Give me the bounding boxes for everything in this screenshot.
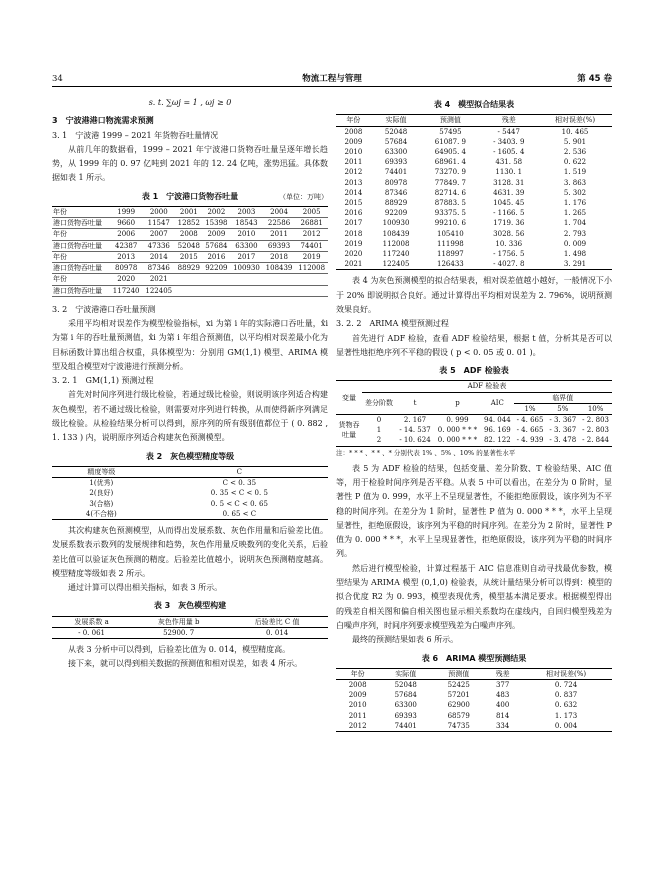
col-header: 5% <box>546 403 579 414</box>
volume-label: 第 45 卷 <box>577 74 612 84</box>
table-cell: 2014 <box>344 188 363 197</box>
table-cell <box>263 285 296 296</box>
table-cell: 112008 <box>295 263 328 274</box>
table-cell: 112008 <box>382 239 410 248</box>
constraint-formula: s. t. ∑ωj = 1 , ωj ≥ 0 <box>148 98 232 107</box>
table-cell: 2010 <box>344 147 363 156</box>
table-cell <box>203 285 231 296</box>
table-cell: 77849. 7 <box>434 178 466 187</box>
table-cell <box>295 274 328 285</box>
col-header: 变量 <box>336 381 362 415</box>
table-row <box>52 499 328 509</box>
table-row <box>336 218 612 228</box>
table-cell: 99210. 6 <box>434 219 466 228</box>
table-cell: 47336 <box>142 240 175 251</box>
table-cell: 100930 <box>230 263 263 274</box>
table-cell: 2013 <box>110 251 143 262</box>
table-cell: 2020 <box>110 274 143 285</box>
table-cell: 2. 167 <box>403 416 427 425</box>
table-cell: 122405 <box>142 285 175 296</box>
table-6 <box>336 668 612 732</box>
table-row <box>336 249 612 259</box>
table-cell: 3(合格) <box>89 499 114 508</box>
table-row <box>336 680 612 691</box>
table-cell: 74401 <box>394 721 417 730</box>
table-cell: 69393 <box>263 240 296 251</box>
table-cell: 2015 <box>175 251 203 262</box>
table-cell: 1. 704 <box>563 219 587 228</box>
table-cell: 2017 <box>344 219 363 228</box>
table-cell: 2018 <box>263 251 296 262</box>
table-row <box>336 425 612 435</box>
section-heading-3: 3 宁波港港口物流需求预测 <box>52 116 154 126</box>
paragraph: 最终的预测结果如表 6 所示。 <box>352 635 459 645</box>
subsection-heading-3-2: 3. 2 宁波港港口吞吐量预测 <box>52 304 156 314</box>
col-header: 差分阶数 <box>362 392 396 414</box>
table-cell: 11547 <box>142 218 175 229</box>
table-cell: 0. 004 <box>554 721 578 730</box>
table-cell: 3028. 56 <box>493 229 525 238</box>
table-cell: 2(良好) <box>89 489 114 498</box>
running-header <box>52 70 612 84</box>
table-2 <box>52 466 328 520</box>
paragraph: 表 4 为灰色预测模型的拟合结果表，相对误差值越小越好，一般情况下小于 20% 即说明拟合良好。通过计算得出平均相对误差为 2. 796%，说明预测效果良好。 <box>336 276 612 314</box>
table-cell: 483 <box>495 691 510 700</box>
table-cell: 5. 901 <box>563 137 587 146</box>
table-cell: 港口货物吞吐量 <box>52 285 110 296</box>
table-cell: 0. 014 <box>265 628 289 637</box>
table-cell: 42387 <box>110 240 143 251</box>
table-cell: - 4. 665 <box>516 416 544 425</box>
table-cell: 1 <box>376 426 382 435</box>
table-cell <box>295 285 328 296</box>
col-header: 临界值 <box>514 392 612 403</box>
paragraph: 接下来，就可以得到相关数据的预测值和相对误差，如表 4 所示。 <box>68 659 303 669</box>
table-row <box>336 239 612 249</box>
table-cell: 2012 <box>295 229 328 240</box>
table-cell: 4631. 39 <box>493 188 525 197</box>
table-row <box>336 137 612 147</box>
table-cell: 2000 <box>142 207 175 218</box>
left-column <box>52 94 328 672</box>
table-cell: 2012 <box>348 721 367 730</box>
table-3-caption: 表 3 灰色模型构建 <box>153 601 227 611</box>
table-cell <box>230 285 263 296</box>
table-cell: 96. 169 <box>483 426 511 435</box>
table-cell: - 3. 478 <box>549 436 577 445</box>
table-cell <box>175 285 203 296</box>
table-cell: 111998 <box>437 239 464 248</box>
table-cell: - 1166. 5 <box>493 209 525 218</box>
table-5-note: 注：* * * 、* * 、* 分别代表 1% 、5% 、10% 的显著性水平 <box>336 448 516 457</box>
table-cell: 3128. 31 <box>493 178 525 187</box>
table-row <box>336 690 612 700</box>
table-cell: 63300 <box>394 701 417 710</box>
table-row <box>336 178 612 188</box>
table-cell: 货物吞吐量 <box>338 421 360 440</box>
table-cell: 港口货物吞吐量 <box>52 263 110 274</box>
table-cell: 1130. 1 <box>495 168 523 177</box>
table-cell: 2004 <box>263 207 296 218</box>
paragraph: 从表 3 分析中可以得到，后验差比值为 0. 014，模型精度高。 <box>68 645 291 655</box>
table-cell: 61087. 9 <box>434 137 466 146</box>
table-cell: 2013 <box>344 178 363 187</box>
table-row <box>336 229 612 239</box>
table-5 <box>336 380 612 446</box>
table-row <box>336 198 612 208</box>
table-cell: 0 <box>376 416 382 425</box>
table-cell: 1719. 36 <box>493 219 525 228</box>
table-cell: C < 0. 35 <box>222 479 257 488</box>
table-cell: 69393 <box>394 711 417 720</box>
col-header: 1% <box>514 403 547 414</box>
table-cell: 3. 863 <box>563 178 587 187</box>
table-cell: 57684 <box>394 691 417 700</box>
table-row <box>336 721 612 732</box>
paragraph: 首先进行 ADF 检验，查看 ADF 检验结果，根据 t 值，分析其是否可以显著性地拒绝序列不平稳的假设 ( p < 0. 05 或 0. 01 )。 <box>336 333 612 357</box>
table-3 <box>52 616 328 639</box>
table-cell: - 2. 803 <box>582 426 610 435</box>
table-cell: 117240 <box>382 249 410 258</box>
table-cell: 118997 <box>437 249 464 258</box>
table-cell: 1. 176 <box>563 198 587 207</box>
table-cell: 2019 <box>344 239 363 248</box>
table-cell: 港口货物吞吐量 <box>52 218 110 229</box>
table-cell: 2008 <box>348 681 367 689</box>
table-cell: 52900. 7 <box>163 628 195 637</box>
table-cell: 1999 <box>110 207 143 218</box>
table-5-caption: 表 5 ADF 检验表 <box>439 366 509 376</box>
table-cell: 52048 <box>394 681 417 689</box>
table-cell: 117240 <box>110 285 143 296</box>
table-cell: 57495 <box>439 127 462 136</box>
table-cell: 0. 632 <box>554 701 578 710</box>
paragraph: 通过计算可以得出相关指标，如表 3 所示。 <box>68 583 223 593</box>
table-cell: 2010 <box>230 229 263 240</box>
table-1 <box>52 206 328 297</box>
table-cell: 2011 <box>263 229 296 240</box>
table-row <box>52 251 328 262</box>
table-cell: 82. 122 <box>483 436 511 445</box>
table-cell: 2015 <box>344 198 363 207</box>
col-header: 发展系数 a <box>52 616 131 627</box>
table-row <box>52 285 328 296</box>
table-cell: 2018 <box>344 229 363 238</box>
table-cell: 2009 <box>348 691 367 700</box>
table-cell: 18543 <box>230 218 263 229</box>
table-cell: 69393 <box>384 158 408 167</box>
table-row <box>336 126 612 137</box>
col-header: 相对误差(%) <box>520 668 612 679</box>
table-1-unit: （单位：万吨） <box>279 192 328 201</box>
table-cell: 63300 <box>230 240 263 251</box>
col-header: 10% <box>579 403 612 414</box>
table-2-caption: 表 2 灰色模型精度等级 <box>145 451 235 461</box>
table-cell: 2021 <box>344 260 363 269</box>
table-cell: - 1756. 5 <box>493 249 525 258</box>
col-header: AIC <box>481 392 514 414</box>
table-cell: 126433 <box>437 260 464 269</box>
table-cell: - 2. 803 <box>582 416 610 425</box>
table-cell: 26881 <box>295 218 328 229</box>
table-cell: 年份 <box>52 274 110 285</box>
table-cell: 4(不合格) <box>85 509 117 518</box>
table-cell: 12852 <box>175 218 203 229</box>
table-cell: 2009 <box>344 137 363 146</box>
col-header: ADF 检验表 <box>362 381 612 392</box>
col-header: 后验差比 C 值 <box>226 616 328 627</box>
table-4 <box>336 114 612 270</box>
table-cell: - 4. 939 <box>516 436 544 445</box>
table-cell: 9660 <box>110 218 143 229</box>
table-row <box>336 147 612 157</box>
table-cell: 88929 <box>175 263 203 274</box>
table-row <box>336 208 612 218</box>
table-cell: 2002 <box>203 207 231 218</box>
col-header: p <box>434 392 481 414</box>
table-cell: 93375. 5 <box>434 209 466 218</box>
table-row <box>336 700 612 710</box>
table-cell: 10. 465 <box>561 127 589 136</box>
table-cell: 92209 <box>384 209 408 218</box>
table-cell: 105410 <box>437 229 464 238</box>
subsection-heading-3-2-2: 3. 2. 2 ARIMA 模型预测过程 <box>336 319 449 329</box>
table-cell: 108439 <box>382 229 410 238</box>
table-cell: - 5447 <box>497 127 520 136</box>
table-cell: 68961. 4 <box>434 158 466 167</box>
col-header: 残差 <box>480 115 538 126</box>
table-cell: 377 <box>495 681 510 689</box>
table-row <box>336 259 612 270</box>
table-cell: 0. 009 <box>563 239 587 248</box>
table-cell: 0. 000 * * * <box>437 426 478 435</box>
table-cell: 2. 536 <box>563 147 587 156</box>
table-cell: 港口货物吞吐量 <box>52 240 110 251</box>
table-cell: 52048 <box>175 240 203 251</box>
table-cell <box>230 274 263 285</box>
table-cell: 334 <box>495 721 510 730</box>
table-cell: - 10. 624 <box>399 436 431 445</box>
table-cell: 1045. 45 <box>493 198 525 207</box>
table-cell: 2009 <box>203 229 231 240</box>
table-cell: 80978 <box>384 178 408 187</box>
table-cell: 2020 <box>344 249 363 258</box>
table-cell: - 14. 537 <box>399 426 431 435</box>
table-cell: - 3403. 9 <box>493 137 525 146</box>
header-rule <box>52 86 612 87</box>
table-cell: 100930 <box>382 219 410 228</box>
table-cell: 0. 837 <box>554 691 578 700</box>
col-header: 相对误差(%) <box>538 115 612 126</box>
table-cell: 814 <box>495 711 510 720</box>
table-cell: 年份 <box>52 207 110 218</box>
col-header: 精度等级 <box>52 466 151 477</box>
paragraph: 从前几年的数据看，1999 – 2021 年宁波港口货物吞吐量呈逐年增长趋势，从 1999 年的 0. 97 亿吨到 2021 年的 12. 24 亿吨，涨势迅猛。具体数据如表 1 所示。 <box>52 144 328 183</box>
table-cell: 80978 <box>110 263 143 274</box>
col-header: 实际值 <box>371 115 421 126</box>
table-row <box>52 627 328 638</box>
table-cell: 1(优秀) <box>89 479 114 488</box>
table-cell: 2016 <box>344 209 363 218</box>
table-row <box>52 478 328 489</box>
table-cell: 0. 622 <box>563 158 587 167</box>
table-cell: 68579 <box>447 711 470 720</box>
table-row <box>52 207 328 218</box>
table-cell: 2010 <box>348 701 367 710</box>
table-row <box>52 218 328 229</box>
table-cell <box>263 274 296 285</box>
table-cell: 0. 000 * * * <box>437 436 478 445</box>
table-cell: 74401 <box>295 240 328 251</box>
table-cell: 87883. 5 <box>434 198 466 207</box>
table-row <box>52 229 328 240</box>
page-number: 34 <box>52 74 63 84</box>
table-cell: - 4027. 8 <box>493 260 525 269</box>
right-column <box>336 98 612 732</box>
table-cell: 0. 35 < C < 0. 5 <box>210 489 268 498</box>
table-row <box>52 509 328 520</box>
table-cell: 82714. 6 <box>434 188 466 197</box>
table-cell: 2005 <box>295 207 328 218</box>
table-cell: 0. 999 <box>446 416 469 425</box>
table-4-caption: 表 4 模型拟合结果表 <box>433 100 515 109</box>
col-header: 年份 <box>336 115 371 126</box>
table-cell: 52425 <box>447 681 470 689</box>
table-row <box>52 263 328 274</box>
col-header: 预测值 <box>432 668 485 679</box>
col-header: 残差 <box>485 668 520 679</box>
table-cell: 2. 793 <box>563 229 587 238</box>
table-cell: 64905. 4 <box>434 147 466 156</box>
table-cell: - 3. 367 <box>549 426 577 435</box>
table-cell: 431. 58 <box>495 158 523 167</box>
table-cell: 2006 <box>110 229 143 240</box>
col-header: 灰色作用量 b <box>131 616 226 627</box>
col-header: 预测值 <box>421 115 479 126</box>
table-cell: - 3. 367 <box>549 416 577 425</box>
subsection-heading-3-1: 3. 1 宁波港 1999 – 2021 年货物吞吐量情况 <box>52 130 219 140</box>
table-cell: 年份 <box>52 229 110 240</box>
table-cell: 2001 <box>175 207 203 218</box>
table-cell: 3. 291 <box>563 260 587 269</box>
table-cell: 92209 <box>203 263 231 274</box>
paragraph: 然后进行模型检验，计算过程基于 AIC 信息准则自动寻找最优参数，模型结果为 ARIMA 模型 (0,1,0) 检验表，从统计量结果分析可以得到：模型的拟合优度 R2 为 0. 993，模型表现优秀，模型基本满足要求。根据模型得出的残差自相关图和偏自相关图也显示相关系数均在虚线内，自回归模型残差为白噪声序列，时间序列要求模型残差为白噪声序列。 <box>336 563 612 630</box>
table-cell: 2019 <box>295 251 328 262</box>
table-cell: 108439 <box>263 263 296 274</box>
table-cell: 52048 <box>384 127 408 136</box>
table-cell <box>175 274 203 285</box>
col-header: 年份 <box>336 668 379 679</box>
table-1-caption <box>52 190 328 204</box>
table-cell: 73270. 9 <box>434 168 466 177</box>
table-cell: 400 <box>495 701 510 710</box>
paragraph: 其次构建灰色预测模型，从而得出发展系数、灰色作用量和后验差比值。发展系数表示数列的发展规律和趋势，灰色作用量反映数列的变化关系，后验差比值可以验证灰色预测的精度。后验差比值越小，说明灰色预测精度越高。模型精度等级如表 2 所示。 <box>52 525 328 578</box>
table-row <box>336 188 612 198</box>
table-cell: 2008 <box>344 127 363 136</box>
table-cell: 年份 <box>52 251 110 262</box>
table-cell: 1. 498 <box>563 249 587 258</box>
table-cell: 0. 724 <box>554 681 578 689</box>
table-cell: 122405 <box>382 260 410 269</box>
col-header: C <box>151 466 328 477</box>
table-row <box>52 274 328 285</box>
table-cell: - 4. 665 <box>516 426 544 435</box>
paragraph: 表 5 为 ADF 检验的结果，包括变量、差分阶数、T 检验结果、AIC 值等，用于检验时间序列是否平稳。从表 5 中可以看出，在差分为 0 阶时，显著性 P 值为 0. 999，水平上不呈现显著性，不能拒绝原假设，该序列为不平稳的时间序列。在差分为 1 阶时，显著性 P 值为 0. 000 * * *，水平上呈现显著性，拒绝原假设，该序列为平稳的时间序列。在差分为 2 阶时，显著性 P 值为 0. 000 * * *，水平上呈现显著性，拒绝原假设，该序列为平稳的时间序列。 <box>336 463 612 559</box>
table-cell: 22586 <box>263 218 296 229</box>
table-1-title: 表 1 宁波港口货物吞吐量 <box>141 191 239 201</box>
table-cell: 74735 <box>447 721 470 730</box>
journal-title: 物流工程与管理 <box>302 74 362 84</box>
table-row <box>52 488 328 498</box>
table-row <box>336 435 612 446</box>
table-cell: 2011 <box>344 158 363 167</box>
table-cell: 0. 5 < C < 0. 65 <box>210 499 268 508</box>
table-cell: 5. 302 <box>563 188 587 197</box>
table-cell: 63300 <box>384 147 408 156</box>
table-cell: 1. 173 <box>554 711 578 720</box>
paragraph: 采用平均相对误差作为模型检验指标，xi 为第 i 年的实际港口吞吐量，x̂i 为第 i 年的吞吐量预测值，x̂i 为第 i 年组合预测值，以平均相对误差最小化为目标函数计算出组合权重，具体模型为：分别用 GM(1,1) 模型、ARIMA 模型及组合模型对宁波港进行预测分析。 <box>52 319 328 371</box>
table-cell: 0. 65 < C <box>222 509 257 518</box>
subsection-heading-3-2-1: 3. 2. 1 GM(1,1) 预测过程 <box>52 376 154 386</box>
table-cell: 57684 <box>384 137 408 146</box>
table-row <box>336 415 612 426</box>
table-cell: 2008 <box>175 229 203 240</box>
table-cell: 94. 044 <box>483 416 511 425</box>
table-row <box>336 711 612 721</box>
table-cell: 2014 <box>142 251 175 262</box>
table-cell: 62900 <box>447 701 470 710</box>
table-cell: - 0. 061 <box>78 628 105 637</box>
table-cell: 2016 <box>203 251 231 262</box>
table-cell <box>203 274 231 285</box>
paragraph: 首先对时间序列进行级比检验，若通过级比检验，则说明该序列适合构建灰色模型，若不通过级比检验，则需要对序列进行转换，从而使得新序列满足级比检验。从检验结果分析可以得到，原序列的所有级别值都位于 ( 0. 882 , 1. 133 ) 内，说明原序列适合构建灰色预测模型。 <box>52 390 328 443</box>
table-cell: 15398 <box>203 218 231 229</box>
table-cell: 2012 <box>344 168 363 177</box>
table-cell: 57684 <box>203 240 231 251</box>
table-row <box>336 167 612 177</box>
table-row <box>336 157 612 167</box>
table-cell: 57201 <box>447 691 470 700</box>
table-cell: 87346 <box>142 263 175 274</box>
table-cell: 2 <box>376 436 382 445</box>
table-cell: 2007 <box>142 229 175 240</box>
table-cell: 88929 <box>384 198 408 207</box>
table-cell: 1. 519 <box>563 168 587 177</box>
table-cell: - 2. 844 <box>582 436 610 445</box>
table-row <box>52 240 328 251</box>
table-cell: 2017 <box>230 251 263 262</box>
table-cell: 10. 336 <box>495 239 523 248</box>
col-header: 实际值 <box>379 668 432 679</box>
table-cell: - 1605. 4 <box>493 147 525 156</box>
table-cell: 2003 <box>230 207 263 218</box>
table-cell: 1. 265 <box>563 209 587 218</box>
table-cell: 2021 <box>142 274 175 285</box>
table-cell: 87346 <box>384 188 408 197</box>
col-header: t <box>396 392 434 414</box>
table-cell: 2011 <box>348 711 367 720</box>
table-6-caption: 表 6 ARIMA 模型预测结果 <box>421 653 527 663</box>
table-cell: 74401 <box>384 168 408 177</box>
